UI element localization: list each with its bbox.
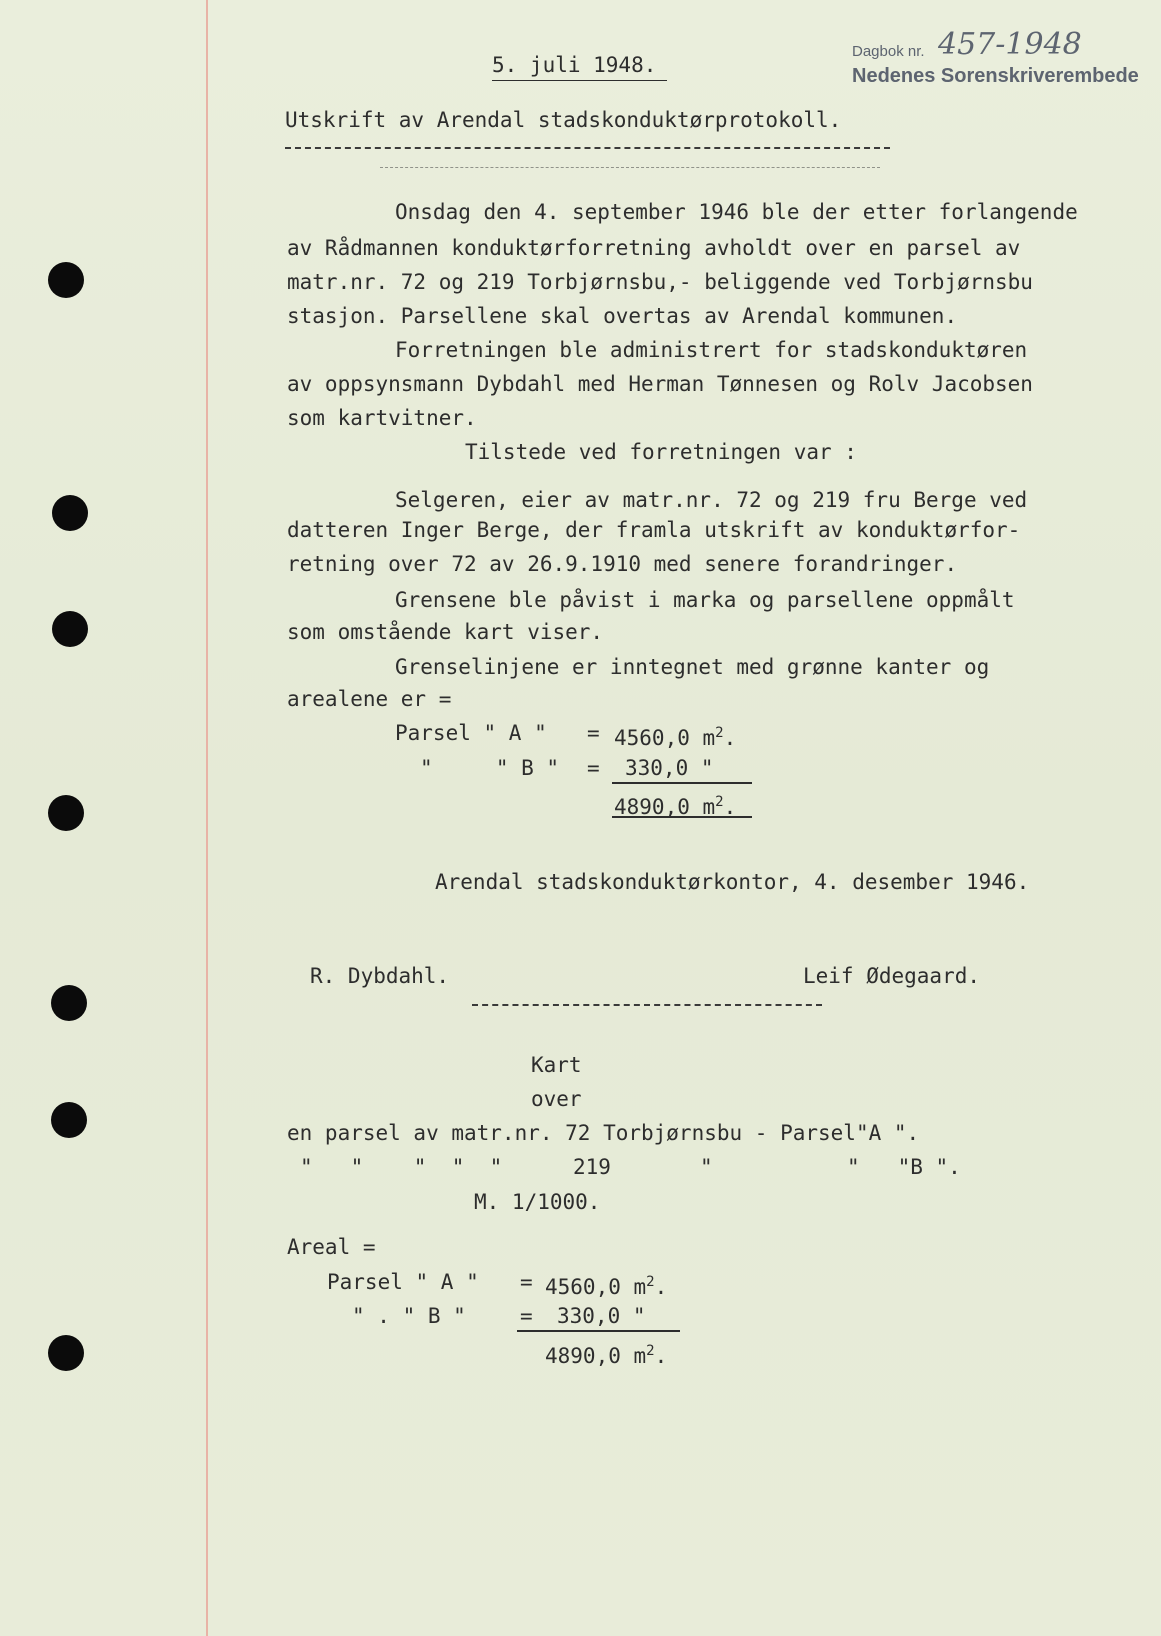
map-line-ditto: " " " " " — [300, 1155, 503, 1179]
map-line: en parsel av matr.nr. 72 Torbjørnsbu - Parsel"A ". — [287, 1121, 920, 1145]
area-value: 4560,0 $m^2$. — [614, 725, 737, 750]
punch-hole — [48, 795, 84, 831]
area-label: Parsel " A " — [395, 721, 547, 745]
area-value: 330,0 " — [557, 1304, 646, 1328]
sum-rule — [517, 1330, 680, 1332]
area-equals: = — [520, 1270, 533, 1294]
title-rule — [285, 147, 890, 149]
area-value: 330,0 " — [625, 756, 714, 780]
area-equals: = — [587, 756, 600, 780]
area-equals: = — [587, 721, 600, 745]
body-line: Selgeren, eier av matr.nr. 72 og 219 fru Berge ved — [395, 488, 1028, 512]
map-line-end: " "B ". — [847, 1155, 961, 1179]
body-line: Onsdag den 4. september 1946 ble der etter forlangende — [395, 200, 1078, 224]
stamp-number: 457-1948 — [938, 27, 1082, 62]
area-value: 4560,0 $m^2$. — [545, 1274, 668, 1299]
body-line: Grenselinjene er inntegnet med grønne kanter og — [395, 655, 990, 679]
map-title-over: over — [531, 1087, 582, 1111]
area-total: 4890,0 $m^2$. — [545, 1343, 668, 1368]
areal-label: Areal = — [287, 1235, 376, 1259]
punch-hole — [52, 611, 88, 647]
body-line: som omstående kart viser. — [287, 620, 604, 644]
signature-right: Leif Ødegaard. — [803, 964, 981, 988]
place-date: Arendal stadskonduktørkontor, 4. desember 1946. — [435, 870, 1030, 894]
total-rule — [612, 816, 752, 818]
margin-line — [206, 0, 208, 1636]
body-line: datteren Inger Berge, der framla utskrift av konduktørfor- — [287, 518, 1021, 542]
title-rule-faint — [380, 167, 880, 168]
body-line: retning over 72 av 26.9.1910 med senere forandringer. — [287, 552, 958, 576]
map-line-number: 219 — [573, 1155, 611, 1179]
sum-rule — [612, 782, 752, 784]
body-line: av Rådmannen konduktørforretning avholdt over en parsel av — [287, 236, 1021, 260]
area-label: " " B " — [420, 756, 560, 780]
punch-hole — [48, 262, 84, 298]
area-equals: = — [520, 1304, 533, 1328]
stamp-label: Dagbok nr. — [852, 43, 925, 60]
area-total: 4890,0 $m^2$. — [614, 794, 737, 819]
punch-hole — [48, 1335, 84, 1371]
area-label: Parsel " A " — [327, 1270, 479, 1294]
punch-hole — [52, 495, 88, 531]
body-line: Grensene ble påvist i marka og parsellene oppmålt — [395, 588, 1015, 612]
body-line: som kartvitner. — [287, 406, 477, 430]
document-title: Utskrift av Arendal stadskonduktørprotokoll. — [285, 108, 842, 132]
date-underline — [492, 80, 667, 81]
stamp-office: Nedenes Sorenskriverembede — [852, 65, 1139, 87]
map-line-ditto: " — [700, 1155, 713, 1179]
body-line: av oppsynsmann Dybdahl med Herman Tønnesen og Rolv Jacobsen — [287, 372, 1033, 396]
body-line: arealene er = — [287, 687, 452, 711]
punch-hole — [51, 985, 87, 1021]
map-title: Kart — [531, 1053, 582, 1077]
punch-hole — [51, 1102, 87, 1138]
body-line: Tilstede ved forretningen var : — [465, 440, 857, 464]
signature-left: R. Dybdahl. — [310, 964, 450, 988]
header-date: 5. juli 1948. — [492, 53, 657, 77]
body-line: Forretningen ble administrert for stadskonduktøren — [395, 338, 1028, 362]
body-line: stasjon. Parsellene skal overtas av Arendal kommunen. — [287, 304, 958, 328]
map-scale: M. 1/1000. — [474, 1190, 601, 1214]
body-line: matr.nr. 72 og 219 Torbjørnsbu,- beliggende ved Torbjørnsbu — [287, 270, 1033, 294]
area-label: " . " B " — [352, 1304, 466, 1328]
signature-rule — [472, 1004, 822, 1006]
